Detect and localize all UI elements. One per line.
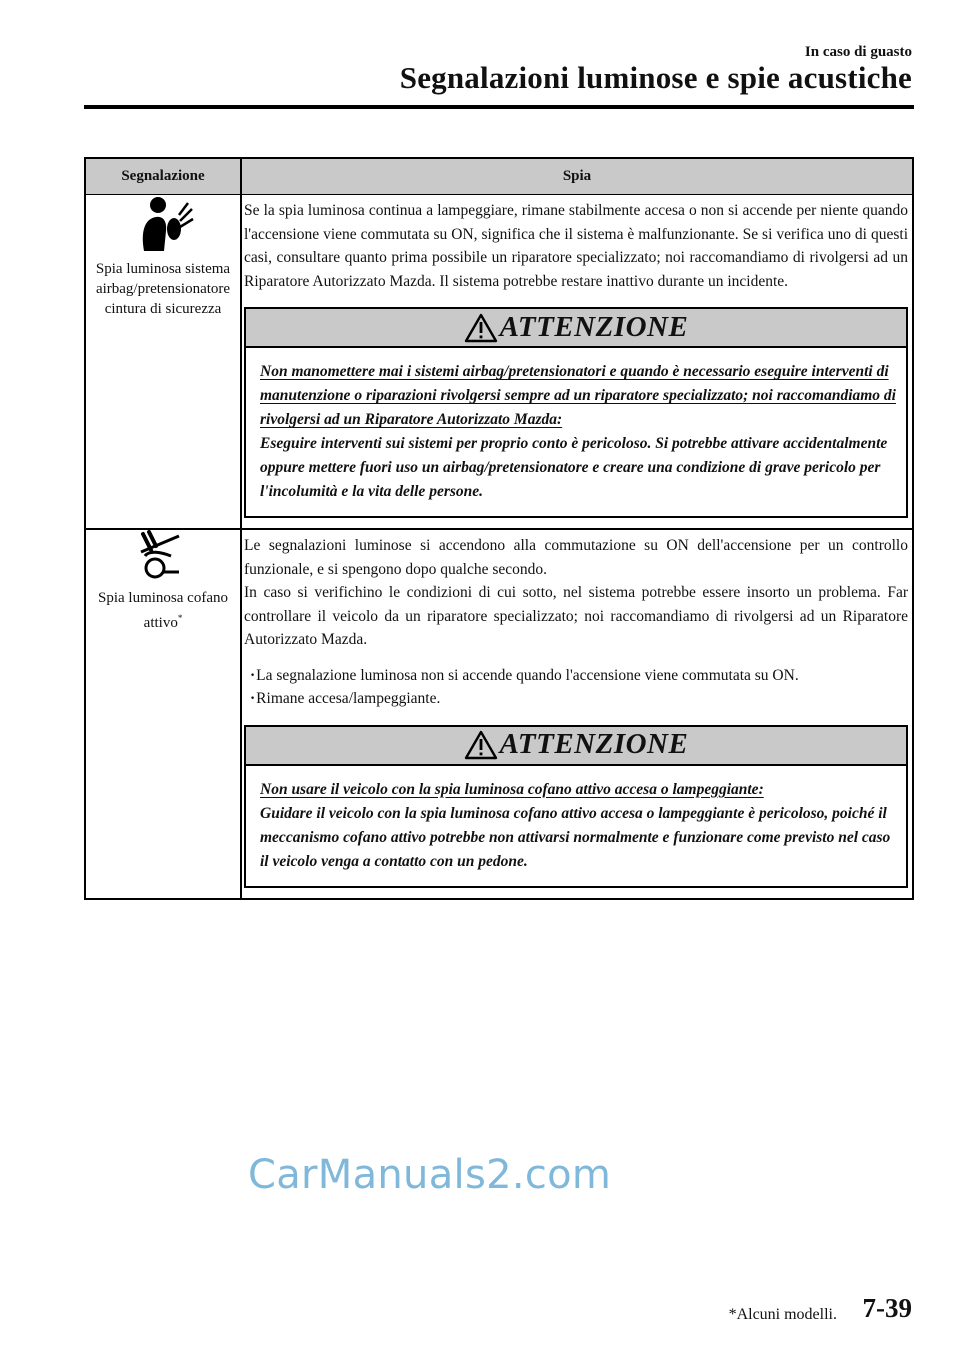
list-item: · La segnalazione luminosa non si accende quando l'accensione viene commutata su ON.: [250, 664, 908, 688]
list-item: · Rimane accesa/lampeggiante.: [250, 687, 908, 711]
warning-body: [246, 766, 906, 886]
page-title: Segnalazioni luminose e spie acustiche: [399, 60, 912, 95]
signal-label: Spia luminosa sistema airbag/pretensionatore cintura di sicurezza: [95, 261, 231, 317]
condition-list: [250, 664, 908, 711]
warning-lead: Non manomettere mai i sistemi airbag/pretensionatori e quando è necessario eseguire interventi di manutenzione o riparazioni rivolgersi sempre ad un riparatore specializzato; noi raccomandiamo di rivolgersi ad un Riparatore Autorizzato Mazda:: [260, 363, 896, 428]
description-cell: [241, 529, 913, 899]
footnote: *Alcuni modelli.: [728, 1306, 837, 1323]
warning-header: [246, 727, 906, 766]
active-bonnet-icon: [139, 530, 187, 580]
paragraph: Le segnalazioni luminose si accendono alla commutazione su ON dell'accensione per un controllo funzionale, e si spengono dopo qualche secondo.: [244, 537, 908, 578]
table-row: [85, 529, 913, 899]
warning-box: [244, 725, 908, 888]
warning-body: [246, 348, 906, 516]
warning-triangle-icon: [464, 313, 498, 343]
warning-lights-table: [84, 157, 914, 900]
warning-box: [244, 307, 908, 518]
section-label: In caso di guasto: [804, 44, 912, 60]
signal-label: [86, 588, 240, 633]
warning-text: Eseguire interventi sui sistemi per proprio conto è pericoloso. Si potrebbe attivare accidentalmente oppure mettere fuori uso un airbag/pretensionatore e creare una condizione di grave pericolo per l'incolumità e la vita delle persone.: [260, 435, 888, 500]
description-text: [242, 195, 912, 293]
warning-title: ATTENZIONE: [499, 310, 689, 343]
warning-header: [246, 309, 906, 348]
header-rule: [84, 105, 914, 109]
warning-title: ATTENZIONE: [499, 728, 689, 761]
footnote-marker: *: [177, 613, 183, 623]
warning-triangle-icon: [464, 730, 498, 760]
warning-text: Guidare il veicolo con la spia luminosa cofano attivo accesa o lampeggiante è pericoloso, poiché il meccanismo cofano attivo potrebbe non attivarsi normalmente e funzionare come previsto nel caso il veicolo venga a contatto con un pedone.: [260, 804, 891, 870]
warning-lead: Non usare il veicolo con la spia luminosa cofano attivo accesa o lampeggiante:: [260, 780, 764, 798]
watermark: CarManuals2.com: [248, 1152, 612, 1198]
table-row: [85, 195, 913, 530]
page-number: 7-39: [862, 1293, 912, 1323]
description-cell: [241, 195, 913, 530]
column-header-light: Spia: [241, 158, 913, 195]
paragraph: In caso si verifichino le condizioni di cui sotto, nel sistema potrebbe essere insorto un problema. Far controllare il veicolo da un riparatore specializzato; noi raccomandiamo di rivolgersi ad un Riparatore Autorizzato Mazda.: [244, 584, 908, 648]
airbag-person-icon: [132, 195, 194, 251]
paragraph: Se la spia luminosa continua a lampeggiare, rimane stabilmente accesa o non si accende per niente quando l'accensione viene commutata su ON, significa che il sistema è malfunzionante. Se si verifica uno di questi casi, consultare quanto prima possibile un riparatore specializzato; noi raccomandiamo di rivolgersi ad un Riparatore Autorizzato Mazda. Il sistema potrebbe restare inattivo durante un incidente.: [244, 202, 908, 290]
signal-cell: [85, 195, 241, 530]
description-text: [242, 530, 912, 711]
signal-label-text: Spia luminosa cofano attivo: [98, 590, 228, 631]
column-header-signal: Segnalazione: [85, 158, 241, 195]
signal-cell: [85, 529, 241, 899]
table-header-row: [85, 158, 913, 195]
